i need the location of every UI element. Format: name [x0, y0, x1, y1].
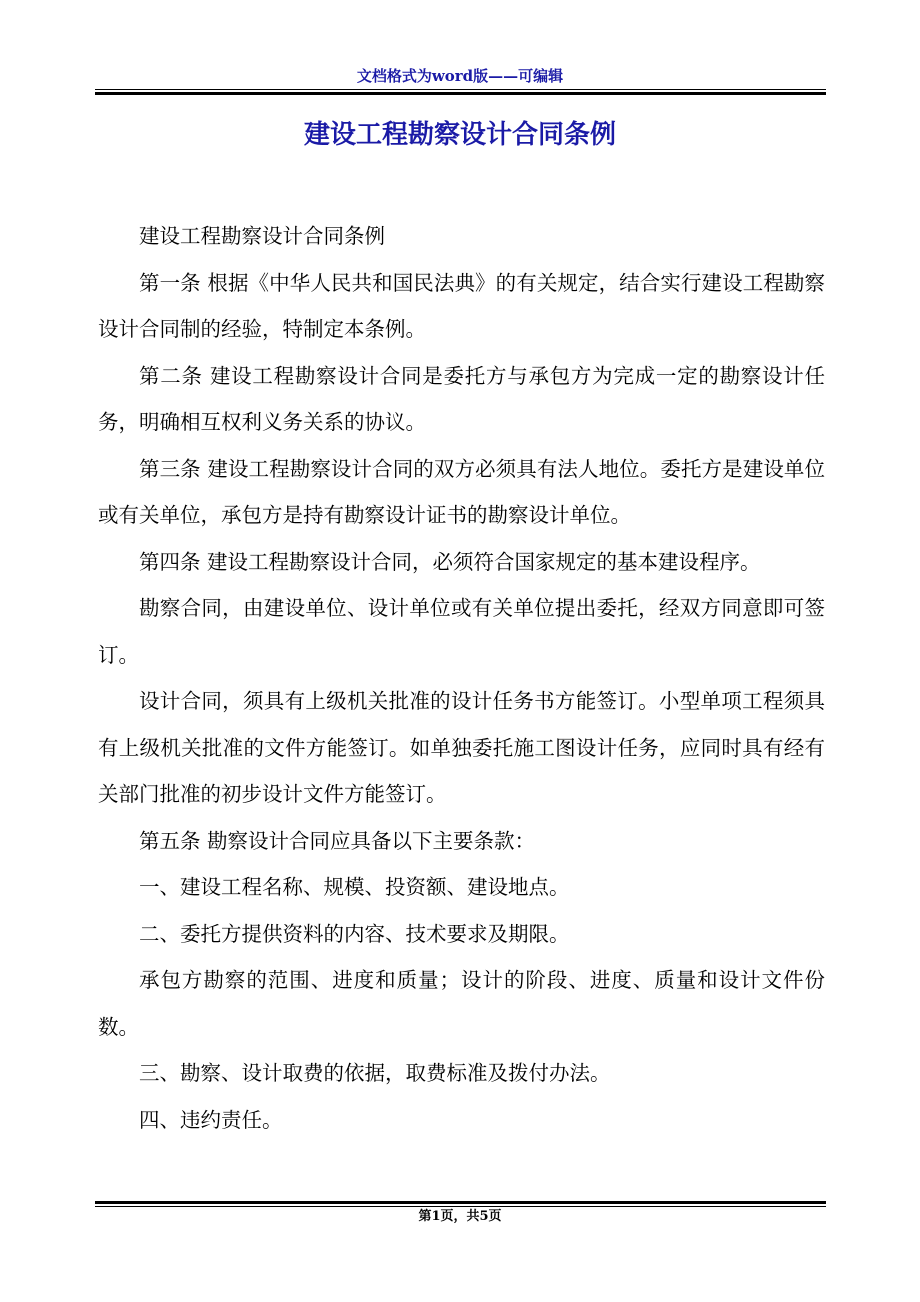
document-title: 建设工程勘察设计合同条例	[303, 120, 616, 150]
page-number: 第1页，共5页	[418, 1209, 502, 1224]
paragraph: 一、建设工程名称、规模、投资额、建设地点。	[139, 875, 570, 899]
paragraph: 设计合同，须具有上级机关批准的设计任务书方能签订。小型单项工程须具有上级机关批准的文件方能签订。如单独委托施工图设计任务，应同时具有经有关部门批准的初步设计文件方能签订。	[98, 689, 825, 806]
paragraph: 第一条 根据《中华人民共和国民法典》的有关规定，结合实行建设工程勘察设计合同制的经验，特制定本条例。	[98, 270, 825, 341]
paragraph: 四、违约责任。	[139, 1107, 283, 1132]
paragraph: 第三条 建设工程勘察设计合同的双方必须具有法人地位。委托方是建设单位或有关单位，承包方是持有勘察设计证书的勘察设计单位。	[98, 456, 825, 527]
paragraph: 勘察合同，由建设单位、设计单位或有关单位提出委托，经双方同意即可签订。	[98, 596, 825, 667]
page-header: 文档格式为word版——可编辑	[356, 67, 564, 85]
header-divider-thick	[95, 92, 826, 95]
paragraph: 第二条 建设工程勘察设计合同是委托方与承包方为完成一定的勘察设计任务，明确相互权利义务关系的协议。	[98, 363, 825, 434]
header-divider-thin	[95, 89, 826, 90]
footer-divider-thick	[95, 1201, 826, 1204]
paragraph: 承包方勘察的范围、进度和质量；设计的阶段、进度、质量和设计文件份数。	[98, 968, 825, 1039]
paragraph: 二、委托方提供资料的内容、技术要求及期限。	[139, 921, 570, 946]
paragraph: 三、勘察、设计取费的依据，取费标准及拨付办法。	[139, 1061, 611, 1085]
paragraph: 第四条 建设工程勘察设计合同，必须符合国家规定的基本建设程序。	[139, 549, 761, 574]
document-body	[98, 213, 825, 1143]
paragraph: 第五条 勘察设计合同应具备以下主要条款：	[139, 828, 536, 853]
paragraph: 建设工程勘察设计合同条例	[139, 224, 385, 248]
footer-divider-thin	[95, 1206, 826, 1207]
